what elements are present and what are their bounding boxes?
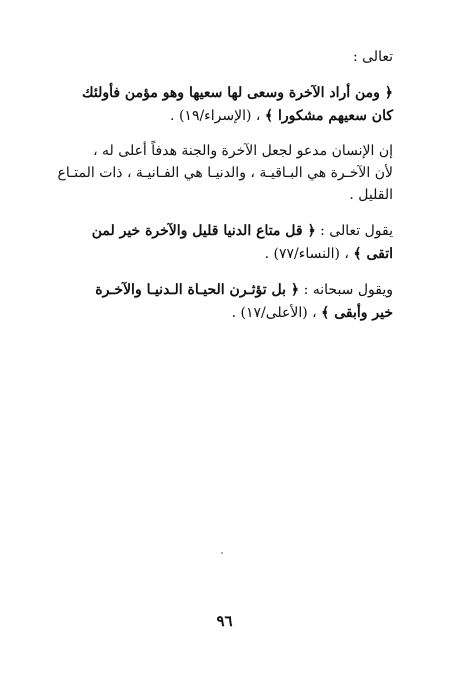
paragraph-2-text-2: لأن الآخـرة هي البـاقيـة ، والدنيـا هي الفـانيـة ، ذات المتـاع: [57, 165, 393, 181]
scan-speck: [221, 552, 223, 554]
verse-2-text: ﴿ قل متاع الدنيا قليل والآخرة خير لمن: [91, 223, 316, 239]
verse-2-text-end: اتقى ﴾: [353, 246, 393, 262]
paragraph-2-line-1: [53, 141, 393, 161]
verse-1-line-1: [53, 83, 393, 103]
paragraph-2-line-3: [53, 185, 393, 205]
verse-3-line-2: [53, 303, 393, 323]
verse-1-line-2: [53, 106, 393, 126]
verse-2-lead: يقول تعالى :: [315, 223, 393, 239]
verse-1-text-end: كان سعيهم مشكورا ﴾: [264, 108, 393, 124]
intro-line: [53, 47, 393, 67]
verse-2-line-1: [53, 221, 393, 241]
verse-3-reference: ، (الأعلى/١٧) .: [231, 305, 322, 321]
verse-1-text: ﴿ ومن أراد الآخرة وسعى لها سعيها وهو مؤمن فأولئك: [82, 85, 393, 101]
paragraph-2-line-2: [53, 163, 393, 183]
verse-3-text: ﴿ بل تؤثـرن الحيـاة الـدنيـا والآخـرة: [95, 282, 300, 298]
verse-3-text-end: خير وأبقى ﴾: [321, 305, 393, 321]
page-number: ٩٦: [216, 612, 233, 630]
intro-text: تعالى :: [352, 49, 393, 65]
verse-3-lead: ويقول سبحانه :: [299, 282, 393, 298]
paragraph-2-text-1: إن الإنسان مدعو لجعل الآخرة والجنة هدفاً أعلى له ،: [93, 143, 393, 159]
verse-2-line-2: [53, 244, 393, 264]
verse-1-reference: ، (الإسراء/١٩) .: [170, 108, 265, 124]
verse-2-reference: ، (النساء/٧٧) .: [264, 246, 354, 262]
paragraph-2-text-3: القليل .: [349, 187, 393, 203]
verse-3-line-1: [53, 280, 393, 300]
